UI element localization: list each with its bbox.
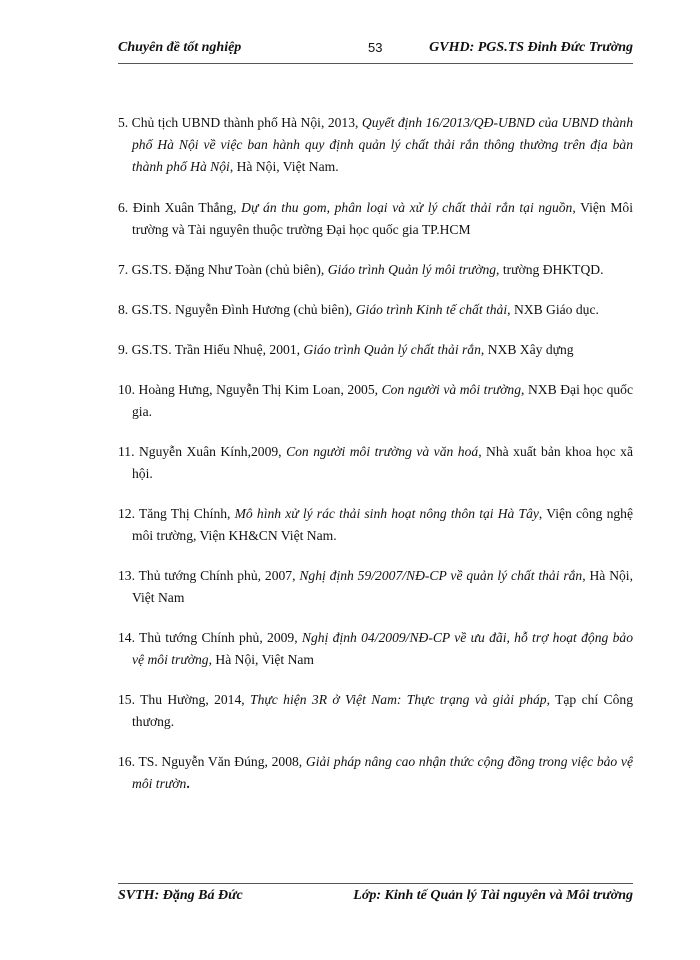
footer-class: Lớp: Kinh tế Quản lý Tài nguyên và Môi trường xyxy=(353,888,633,903)
reference-publisher: , Tạp chí Công thương. xyxy=(132,692,633,729)
reference-title: Giáo trình Quản lý chất thải rắn xyxy=(303,342,481,357)
reference-title: Giáo trình Quản lý môi trường xyxy=(327,262,497,277)
reference-author: Đinh Xuân Thắng, xyxy=(128,200,242,215)
reference-item xyxy=(118,565,633,609)
reference-publisher: , Hà Nội, Việt Nam xyxy=(132,568,633,605)
reference-item xyxy=(118,751,633,795)
header-supervisor: GVHD: PGS.TS Đinh Đức Trường xyxy=(429,40,633,55)
header-document-type: Chuyên đề tốt nghiệp xyxy=(118,40,242,55)
reference-item xyxy=(118,259,633,281)
reference-number: 12. xyxy=(118,506,135,521)
reference-title: Con người và môi trường xyxy=(381,382,522,397)
reference-publisher: , NXB Giáo dục. xyxy=(507,302,599,317)
footer-student: SVTH: Đặng Bá Đức xyxy=(118,888,243,903)
reference-author: Thủ tướng Chính phủ, 2007, xyxy=(135,568,300,583)
reference-publisher: , NXB Đại học quốc gia. xyxy=(132,382,633,419)
reference-item xyxy=(118,112,633,178)
reference-author: Chủ tịch UBND thành phố Hà Nội, 2013, xyxy=(128,115,362,130)
reference-number: 9. xyxy=(118,342,129,357)
reference-title: Giáo trình Kinh tế chất thải xyxy=(355,302,508,317)
reference-title: Thực hiện 3R ở Việt Nam: Thực trạng và giải pháp xyxy=(250,692,547,707)
reference-publisher: , Nhà xuất bản khoa học xã hội. xyxy=(132,444,633,481)
reference-publisher: , Hà Nội, Việt Nam. xyxy=(229,159,339,174)
header-divider xyxy=(118,63,633,64)
reference-number: 14. xyxy=(118,630,135,645)
reference-author: TS. Nguyễn Văn Đúng, 2008, xyxy=(135,754,306,769)
reference-number: 11. xyxy=(118,444,135,459)
reference-publisher: , Viện công nghệ môi trường, Viện KH&CN Việt Nam. xyxy=(132,506,633,543)
reference-item xyxy=(118,441,633,485)
reference-number: 6. xyxy=(118,200,129,215)
reference-title: Nghị định 04/2009/NĐ-CP về ưu đãi, hỗ trợ hoạt động bảo vệ môi trường xyxy=(132,630,633,667)
reference-number: 5. xyxy=(118,115,129,130)
reference-publisher: , Hà Nội, Việt Nam xyxy=(208,652,314,667)
reference-publisher: , NXB Xây dựng xyxy=(480,342,574,357)
reference-title: Mô hình xử lý rác thải sinh hoạt nông thôn tại Hà Tây xyxy=(234,506,539,521)
reference-author: GS.TS. Trần Hiếu Nhuệ, 2001, xyxy=(128,342,304,357)
reference-item xyxy=(118,689,633,733)
reference-list xyxy=(118,112,633,795)
reference-title: Dự án thu gom, phân loại và xử lý chất thải rắn tại nguồn xyxy=(241,200,573,215)
reference-number: 8. xyxy=(118,302,129,317)
reference-number: 7. xyxy=(118,262,129,277)
reference-title: Giải pháp nâng cao nhận thức cộng đồng trong việc bảo vệ môi trườn xyxy=(132,754,633,791)
reference-number: 10. xyxy=(118,382,135,397)
reference-author: Nguyễn Xuân Kính,2009, xyxy=(134,444,287,459)
reference-item xyxy=(118,299,633,321)
page-header xyxy=(118,40,633,62)
reference-publisher: , trường ĐHKTQD. xyxy=(496,262,604,277)
reference-item xyxy=(118,339,633,361)
reference-item xyxy=(118,627,633,671)
reference-title: Con người môi trường và văn hoá xyxy=(286,444,479,459)
reference-author: GS.TS. Nguyễn Đình Hương (chủ biên), xyxy=(128,302,356,317)
reference-author: GS.TS. Đặng Như Toàn (chủ biên), xyxy=(128,262,328,277)
reference-publisher: , Viện Môi trường và Tài nguyên thuộc trường Đại học quốc gia TP.HCM xyxy=(132,200,633,237)
page-footer xyxy=(118,888,633,910)
reference-title: Nghị định 59/2007/NĐ-CP về quản lý chất thải rắn xyxy=(299,568,583,583)
reference-title: Quyết định 16/2013/QĐ-UBND của UBND thành phố Hà Nội về việc ban hành quy định quản lý chất thải rắn thông thường trên địa bàn thành phố Hà Nội xyxy=(132,115,634,174)
reference-author: Hoàng Hưng, Nguyễn Thị Kim Loan, 2005, xyxy=(135,382,382,397)
page-number: 53 xyxy=(368,40,383,55)
reference-publisher: . xyxy=(186,776,190,791)
reference-number: 16. xyxy=(118,754,135,769)
reference-number: 15. xyxy=(118,692,135,707)
footer-divider xyxy=(118,883,633,884)
reference-number: 13. xyxy=(118,568,135,583)
reference-item xyxy=(118,503,633,547)
reference-author: Thủ tướng Chính phủ, 2009, xyxy=(135,630,302,645)
reference-item xyxy=(118,379,633,423)
reference-author: Thu Hường, 2014, xyxy=(135,692,251,707)
reference-item xyxy=(118,197,633,241)
reference-author: Tăng Thị Chính, xyxy=(135,506,235,521)
